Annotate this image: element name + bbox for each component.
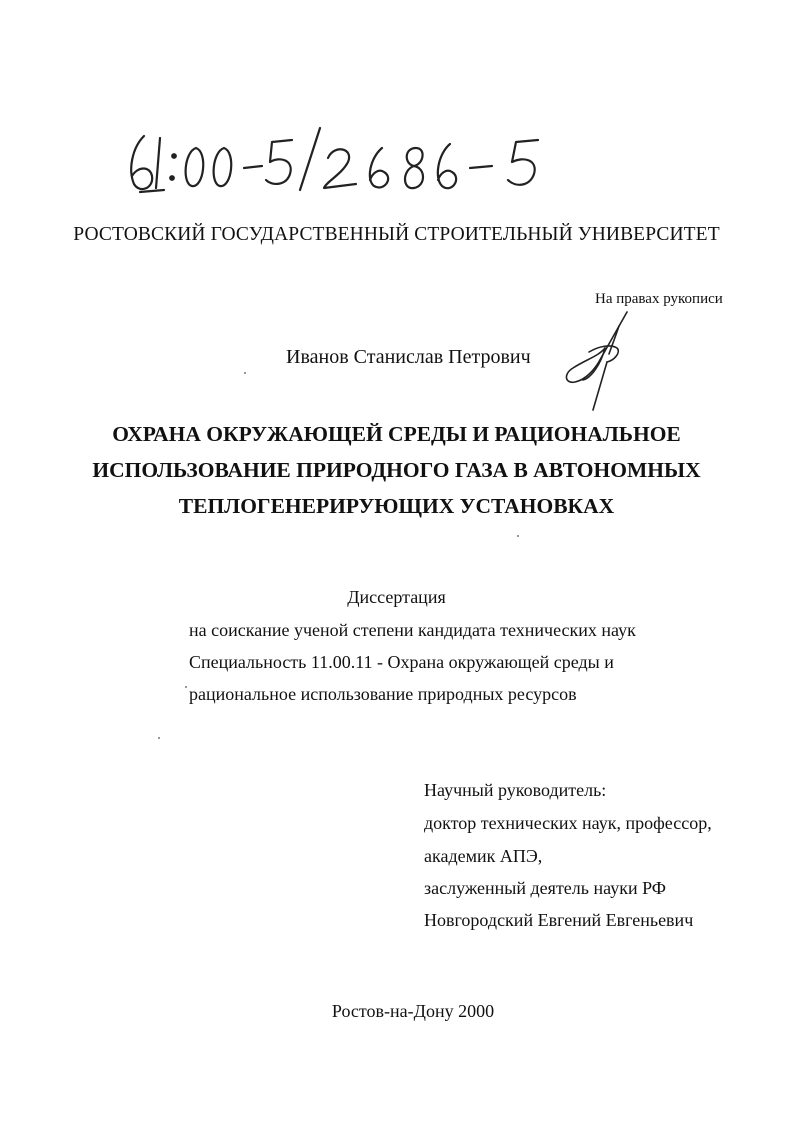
university-name: РОСТОВСКИЙ ГОСУДАРСТВЕННЫЙ СТРОИТЕЛЬНЫЙ УНИВЕРСИТЕТ	[73, 224, 720, 245]
handwritten-archive-code	[120, 118, 560, 198]
degree-line: на соискание ученой степени кандидата технических наук	[189, 620, 636, 640]
scan-speck	[185, 686, 187, 688]
thesis-title-line-1: ОХРАНА ОКРУЖАЮЩЕЙ СРЕДЫ И РАЦИОНАЛЬНОЕ	[112, 422, 681, 446]
specialty-line-2: рациональное использование природных ресурсов	[189, 684, 577, 704]
specialty-line-1: Специальность 11.00.11 - Охрана окружающей среды и	[189, 652, 614, 672]
author-name: Иванов Станислав Петрович	[286, 346, 531, 368]
scan-speck	[244, 372, 246, 374]
advisor-academy: академик АПЭ,	[424, 846, 543, 866]
dissertation-heading: Диссертация	[347, 587, 446, 607]
handwritten-signature	[555, 308, 635, 413]
thesis-title-line-2: ИСПОЛЬЗОВАНИЕ ПРИРОДНОГО ГАЗА В АВТОНОМНЫХ	[92, 458, 701, 482]
advisor-name: Новгородский Евгений Евгеньевич	[424, 910, 694, 930]
city-year: Ростов-на-Дону 2000	[331, 1001, 495, 1021]
manuscript-rights-note: На правах рукописи	[595, 291, 723, 307]
scan-speck	[158, 737, 160, 739]
advisor-honor: заслуженный деятель науки РФ	[424, 878, 666, 898]
advisor-heading: Научный руководитель:	[424, 780, 607, 800]
scan-speck	[517, 535, 519, 537]
advisor-degree: доктор технических наук, профессор,	[424, 813, 712, 833]
thesis-title-line-3: ТЕПЛОГЕНЕРИРУЮЩИХ УСТАНОВКАХ	[178, 494, 615, 518]
